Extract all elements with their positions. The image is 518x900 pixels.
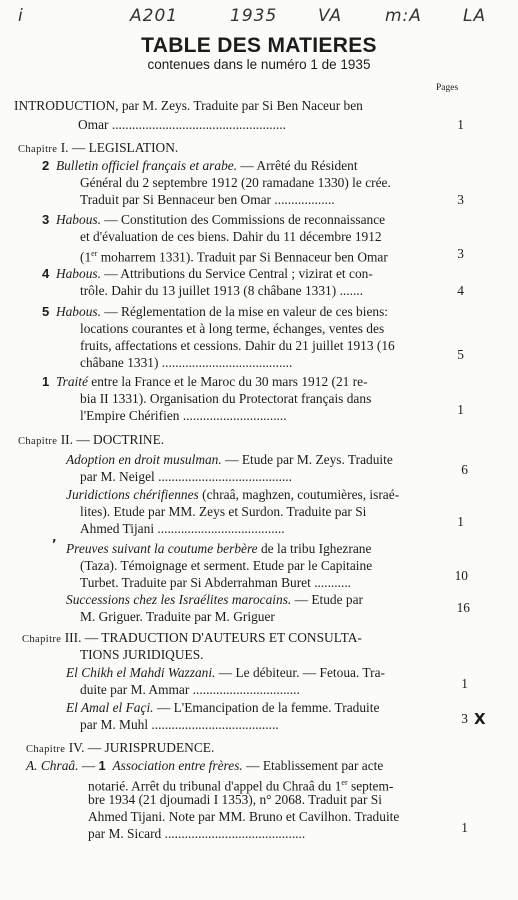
entry-title: El Amal el Façi. [66,700,154,715]
entry-number: 5 [42,304,50,319]
entry-text: par M. Muhl ...................................... [80,717,279,732]
entry-text: notarié. Arrêt du tribunal d'appel du Chraâ du 1er septem- [88,778,394,794]
entry-text: bia II 1331). Organisation du Protectorat français dans [80,391,372,406]
entry-text: Général du 2 septembre 1912 (20 ramadane 1330) le crée. [80,175,391,190]
page-number: 1 [461,820,468,835]
page-subtitle: contenues dans le numéro 1 de 1935 [147,57,371,72]
page-number: 6 [461,462,468,477]
entry-text: Ahmed Tijani. Note par MM. Bruno et Cavilhon. Traduite [88,809,400,824]
handwritten-tick: ’ [52,537,57,551]
page-number: 3 [457,246,464,261]
entry-text: Omar .................................................... [78,117,286,132]
chapter-heading-2: Chapitre II. — DOCTRINE. [18,432,165,447]
handwritten-mark: i [18,6,24,26]
entry-text: fruits, affectations et cessions. Dahir du 21 juillet 1913 (16 [80,338,395,353]
handwritten-annotations [0,6,518,30]
entry-text: Traduit par Si Bennaceur ben Omar .................. [80,192,335,207]
entry-text: (1er moharrem 1331). Traduit par Si Bennaceur ben Omar [80,249,388,265]
page-number: 10 [454,568,468,583]
entry-title: Habous. [55,304,101,319]
entry-title: Habous. [55,212,101,227]
entry-text: (Taza). Témoignage et serment. Etude par le Capitaine [80,558,373,573]
chapter-heading-3-cont: TIONS JURIDIQUES. [80,647,204,662]
entry-title: Traité [55,374,88,389]
entry-text: M. Griguer. Traduite par M. Griguer [80,609,275,624]
page-number: 3 [461,711,468,726]
handwritten-mark: 1935 [230,6,278,26]
page-number: 1 [457,117,464,132]
entry-title: Association entre frères. [112,758,243,773]
handwritten-mark: VA [318,6,343,26]
entry-text: par M. Sicard .......................................... [88,826,306,841]
chapter-heading-3: Chapitre III. — TRADUCTION D'AUTEURS ET CONSULTA- [22,630,362,645]
entry-text: locations courantes et à long terme, échanges, ventes des [80,321,385,336]
entry-title: Habous. [55,266,101,281]
handwritten-mark: A201 [130,6,179,26]
entry-number: 3 [42,212,50,227]
entry-text: par M. Neigel ........................................ [80,469,293,484]
entry-text: duite par M. Ammar ................................ [80,682,300,697]
entry-text: et d'évaluation de ces biens. Dahir du 11 décembre 1912 [80,229,382,244]
page-number: 3 [457,192,464,207]
entry-text: INTRODUCTION, par M. Zeys. Traduite par Si Ben Naceur ben [14,98,363,113]
handwritten-mark: LA [463,6,487,26]
entry-number: 2 [42,158,50,173]
entry-title: El Chikh el Mahdi Wazzani. [66,665,216,680]
entry-text: bre 1934 (21 djoumadi I 1353), n° 2068. Traduit par Si [88,792,382,807]
chapter-heading-4: Chapitre IV. — JURISPRUDENCE. [26,740,215,755]
page-number: 5 [457,347,464,362]
page-title: TABLE DES MATIERES [141,34,377,57]
page-number: 1 [457,402,464,417]
page-number: 1 [457,514,464,529]
entry-text: Turbet. Traduite par Si Abderrahman Buret ........... [80,575,352,590]
entry-number: 1 [98,758,106,773]
chapter-heading-1: Chapitre I. — LEGISLATION. [18,140,179,155]
entry-text: lites). Etude par MM. Zeys et Surdon. Traduite par Si [80,504,367,519]
entry-title: Juridictions chérifiennes [66,487,199,502]
page-number: 16 [456,600,470,615]
entry-text: châbane 1331) ....................................... [80,355,293,370]
entry-number: 4 [42,266,50,281]
page-number: 4 [457,283,464,298]
handwritten-x-mark: X [474,710,486,728]
pages-column-label: Pages [436,83,459,93]
entry-number: 1 [42,374,50,389]
entry-text: l'Empire Chérifien ............................... [80,408,287,423]
handwritten-mark: m:A [385,6,422,26]
entry-title: Adoption en droit musulman. [66,452,222,467]
entry-text: Ahmed Tijani ...................................... [80,521,285,536]
entry-title: Preuves suivant la coutume berbère [66,541,258,556]
entry-text: trôle. Dahir du 13 juillet 1913 (8 châbane 1331) ....... [80,283,363,298]
entry-title: Successions chez les Israélites marocains. [66,592,292,607]
page-number: 1 [461,676,468,691]
entry-title: Bulletin officiel français et arabe. [55,158,238,173]
